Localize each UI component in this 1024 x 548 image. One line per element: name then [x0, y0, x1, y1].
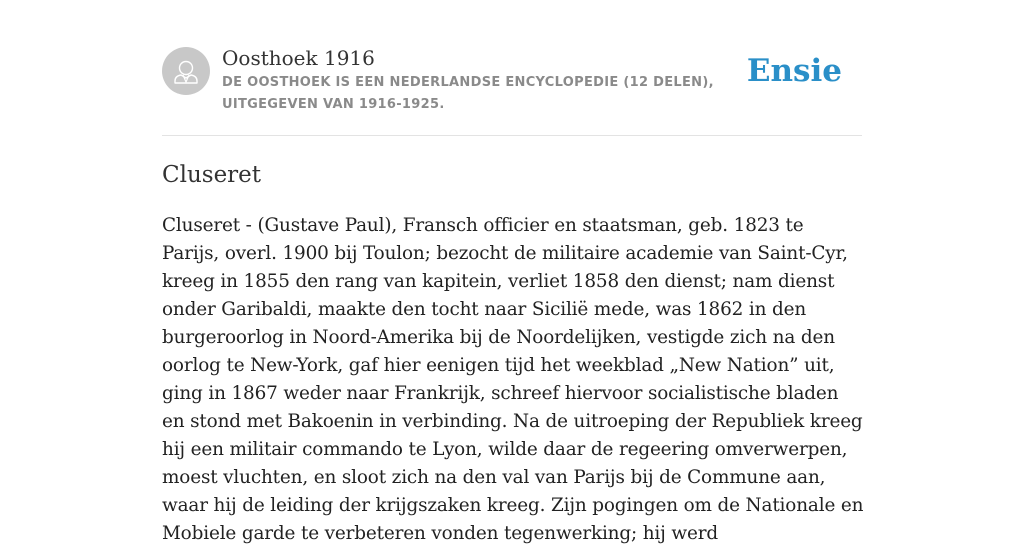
source-description: DE OOSTHOEK IS EEN NEDERLANDSE ENCYCLOPEDIE (12 DELEN), UITGEGEVEN VAN 1916-1925.	[222, 75, 714, 112]
entry-body: Cluseret - (Gustave Paul), Fransch officier en staatsman, geb. 1823 te Parijs, overl. 1900 bij Toulon; bezocht de militaire academie van Saint-Cyr, kreeg in 1855 den rang van kapitein, verliet 1858 den dienst; nam dienst onder Garibaldi, maakte den tocht naar Sicilië mede, was 1862 in den burgeroorlog in Noord-Amerika bij de Noordelijken, vestigde zich na den oorlog te New-York, gaf hier eenigen tijd het weekblad „New Nation” uit, ging in 1867 weder naar Frankrijk, schreef hiervoor socialistische bladen en stond met Bakoenin in verbinding. Na de uitroeping der Republiek kreeg hij een militair commando te Lyon, wilde daar de regeering omverwerpen, moest vluchten, en sloot zich na den val van Parijs bij de Commune aan, waar hij de leiding der krijgszaken kreeg. Zijn pogingen om de Nationale en Mobiele garde te verbeteren vonden tegenwerking; hij werd	[162, 215, 864, 544]
user-icon	[162, 47, 210, 95]
ensie-logo[interactable]: Ensie	[746, 53, 842, 89]
source-name[interactable]: Oosthoek 1916	[222, 46, 375, 70]
entry-title: Cluseret	[162, 162, 262, 188]
source-header	[162, 46, 862, 116]
divider	[162, 135, 862, 136]
avatar[interactable]	[162, 47, 210, 95]
